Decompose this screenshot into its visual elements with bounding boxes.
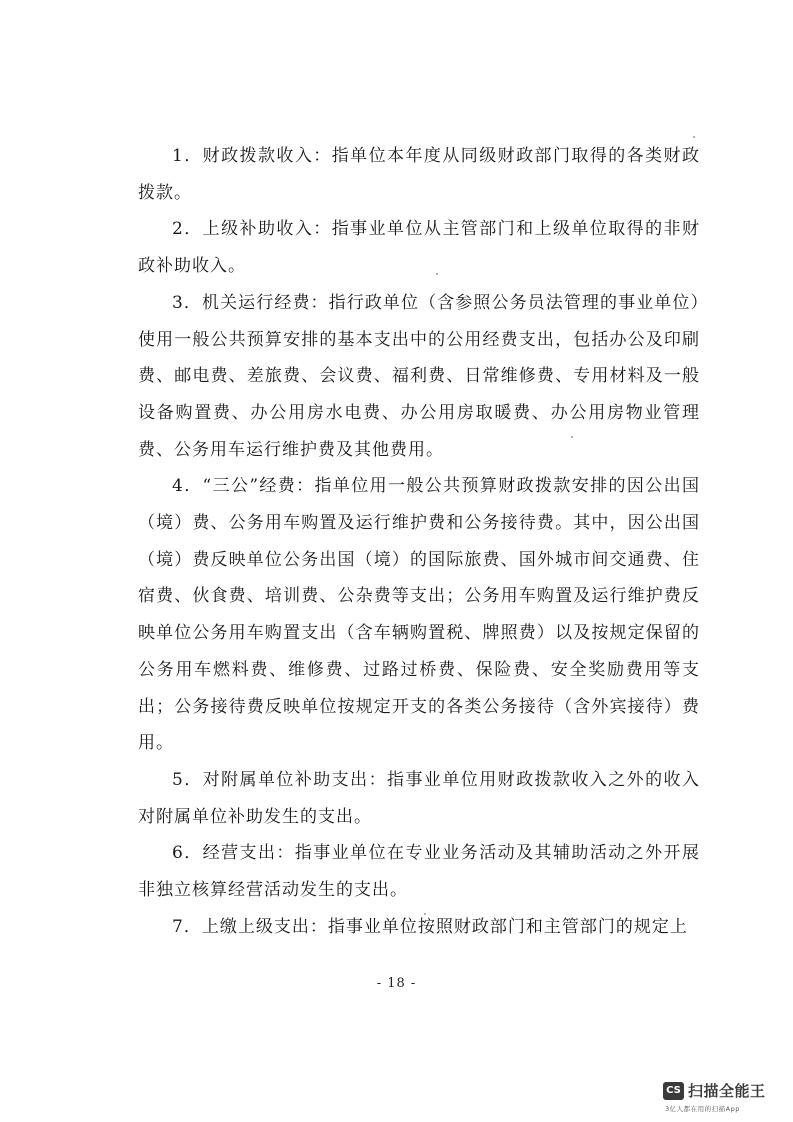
document-body — [138, 138, 700, 945]
paragraph-2: 2．上级补助收入：指事业单位从主管部门和上级单位取得的非财政补助收入。 — [138, 219, 700, 277]
page-number: - 18 - — [376, 976, 417, 991]
paragraph-4: 4．“三公”经费：指单位用一般公共预算财政拨款安排的因公出国（境）费、公务用车购置及运行维护费和公务接待费。其中，因公出国（境）费反映单位公务出国（境）的国际旅费、国外城市间交通费、住宿费、伙食费、培训费、公杂费等支出；公务用车购置及运行维护费反映单位公务用车购置支出（含车辆购置税、牌照费）以及按规定保留的公务用车燃料费、维修费、过路过桥费、保险费、安全奖励费用等支出；公务接待费反映单位按规定开支的各类公务接待（含外宾接待）费用。 — [138, 476, 700, 754]
watermark-tagline: 3亿人都在用的扫描App — [665, 1105, 740, 1113]
paragraph-6: 6．经营支出：指事业单位在专业业务活动及其辅助活动之外开展非独立核算经营活动发生的支出。 — [138, 843, 700, 901]
paragraph-7: 7．上缴上级支出：指事业单位按照财政部门和主管部门的规定上 — [172, 916, 688, 937]
paragraph-3: 3．机关运行经费：指行政单位（含参照公务员法管理的事业单位）使用一般公共预算安排的基本支出中的公用经费支出，包括办公及印刷费、邮电费、差旅费、会议费、福利费、日常维修费、专用材料及一般设备购置费、办公用房水电费、办公用房取暖费、办公用房物业管理费、公务用车运行维护费及其他费用。 — [138, 292, 700, 460]
scan-speck — [571, 436, 573, 438]
scan-speck — [693, 136, 695, 138]
scan-speck — [424, 913, 426, 915]
scan-speck — [436, 273, 438, 275]
paragraph-1: 1．财政拨款收入：指单位本年度从同级财政部门取得的各类财政拨款。 — [138, 146, 700, 203]
watermark-brand: 扫描全能王 — [688, 1082, 766, 1100]
paragraph-5: 5．对附属单位补助支出：指事业单位用财政拨款收入之外的收入对附属单位补助发生的支出。 — [138, 769, 700, 827]
camscanner-logo-icon: CS — [663, 1082, 684, 1100]
scanner-watermark — [663, 1080, 779, 1116]
